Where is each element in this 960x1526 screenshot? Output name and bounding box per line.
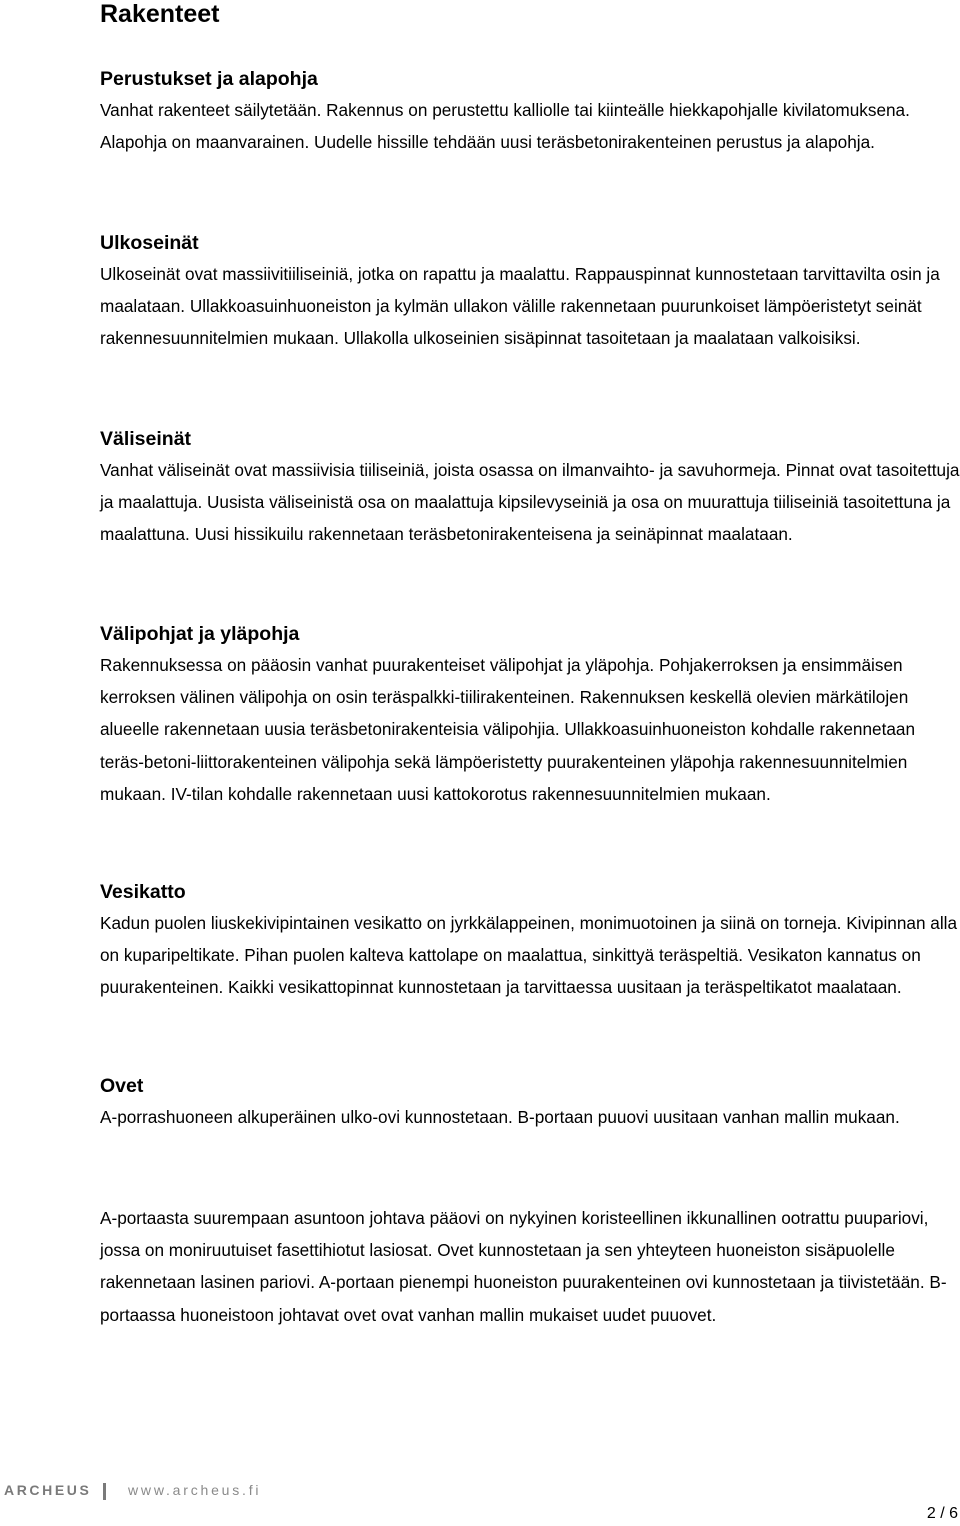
section-floors-and-roof-structure xyxy=(100,619,960,810)
section-foundations xyxy=(100,64,960,158)
footer-divider xyxy=(103,1483,106,1500)
section-partition-walls xyxy=(100,424,960,551)
page-number: 2 / 6 xyxy=(926,1505,958,1522)
section-heading: Perustukset ja alapohja xyxy=(100,68,318,90)
section-paragraph: A-porrashuoneen alkuperäinen ulko-ovi kunnostetaan. B-portaan puuovi uusitaan vanhan mallin mukaan. xyxy=(100,1107,900,1127)
section-heading: Välipohjat ja yläpohja xyxy=(100,623,300,645)
footer-logo: ARCHEUS xyxy=(4,1482,92,1498)
section-roof xyxy=(100,877,960,1004)
section-heading: Väliseinät xyxy=(100,428,192,450)
section-paragraph: A-portaasta suurempaan asuntoon johtava pääovi on nykyinen koristeellinen ikkunallinen ootrattu puupariovi, jossa on moniruutuiset fasettihiotut lasiosat. Ovet kunnostetaan ja sen yhteyteen huoneiston sisäpuolelle rakennetaan lasinen pariovi. A-portaan pienempi huoneiston puurakenteinen ovi kunnostetaan ja tiivistetään. B-portaassa huoneistoon johtavat ovet ovat vanhan mallin mukaiset uudet puuovet. xyxy=(100,1208,947,1325)
section-doors xyxy=(100,1071,960,1133)
section-heading: Ovet xyxy=(100,1075,144,1097)
section-paragraph: Rakennuksessa on pääosin vanhat puurakenteiset välipohjat ja yläpohja. Pohjakerroksen ja ensimmäisen kerroksen välinen välipohja on osin teräspalkki-tiilirakenteinen. Rakennuksen keskellä olevien märkätilojen alueelle rakennetaan uusia teräsbetonirakenteisia välipohjia. Ullakkoasuinhuoneiston kohdalle rakennetaan teräs-betoni-liittorakenteinen välipohja sekä lämpöeristetty puurakenteinen yläpohja rakennesuunnitelmien mukaan. IV-tilan kohdalle rakennetaan uusi kattokorotus rakennesuunnitelmien mukaan. xyxy=(100,655,916,804)
section-heading: Vesikatto xyxy=(100,881,186,903)
section-exterior-walls xyxy=(100,228,960,355)
page-title: Rakenteet xyxy=(100,0,220,28)
footer-url[interactable]: www.archeus.fi xyxy=(128,1482,262,1498)
section-paragraph: Kadun puolen liuskekivipintainen vesikatto on jyrkkälappeinen, monimuotoinen ja siinä on torneja. Kivipinnan alla on kuparipeltikate. Pihan puolen kalteva kattolape on maalattua, sinkittyä teräspeltiä. Vesikaton kannatus on puurakenteinen. Kaikki vesikattopinnat kunnostetaan ja tarvittaessa uusitaan ja teräspeltikatot maalataan. xyxy=(100,913,958,998)
section-paragraph: Vanhat rakenteet säilytetään. Rakennus on perustettu kalliolle tai kiinteälle hiekkapohjalle kivilatomuksena. Alapohja on maanvarainen. Uudelle hissille tehdään uusi teräsbetonirakenteinen perustus ja alapohja. xyxy=(100,100,910,153)
section-paragraph: Ulkoseinät ovat massiivitiiliseiniä, jotka on rapattu ja maalattu. Rappauspinnat kunnostetaan tarvittavilta osin ja maalataan. Ullakkoasuinhuoneiston ja kylmän ullakon välille rakennetaan puurunkoiset lämpöeristetyt seinät rakennesuunnitelmien mukaan. Ullakolla ulkoseinien sisäpinnat tasoitetaan ja maalataan valkoisiksi. xyxy=(100,264,940,349)
section-paragraph: Vanhat väliseinät ovat massiivisia tiiliseiniä, joista osassa on ilmanvaihto- ja savuhormeja. Pinnat ovat tasoitettuja ja maalattuja. Uusista väliseinistä osa on maalattuja kipsilevyseiniä ja osa on muurattuja tiiliseiniä tasoitettuna ja maalattuna. Uusi hissikuilu rakennetaan teräsbetonirakenteisena ja seinäpinnat maalataan. xyxy=(100,460,960,545)
section-doors-continued xyxy=(100,1202,960,1331)
section-heading: Ulkoseinät xyxy=(100,232,199,254)
